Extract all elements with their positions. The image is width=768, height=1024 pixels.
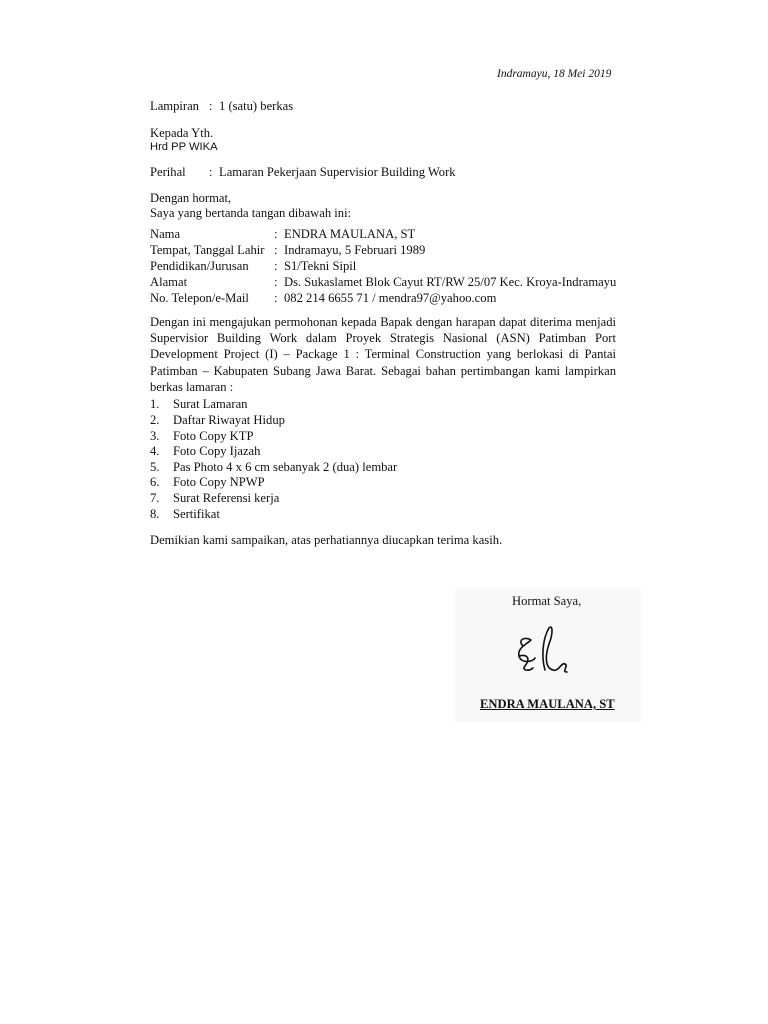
list-item: Daftar Riwayat Hidup [173, 413, 285, 427]
list-item: Foto Copy Ijazah [173, 444, 261, 458]
subject-separator: : [209, 165, 213, 179]
identity-label: Pendidikan/Jurusan [150, 259, 249, 273]
identity-separator: : [274, 291, 278, 305]
list-item-number: 1. [150, 397, 160, 411]
list-item: Surat Lamaran [173, 397, 248, 411]
signer-name: ENDRA MAULANA, ST [480, 697, 615, 711]
intro-line: Saya yang bertanda tangan dibawah ini: [150, 206, 352, 220]
identity-label: Tempat, Tanggal Lahir [150, 243, 265, 257]
list-item: Foto Copy KTP [173, 429, 254, 443]
subject-value: Lamaran Pekerjaan Supervisior Building Work [219, 165, 456, 179]
list-item-number: 7. [150, 491, 160, 505]
identity-separator: : [274, 243, 278, 257]
identity-value: ENDRA MAULANA, ST [284, 227, 416, 241]
identity-value: S1/Tekni Sipil [284, 259, 357, 273]
closing-phrase: Hormat Saya, [512, 594, 582, 608]
body-paragraph: Dengan ini mengajukan permohonan kepada Bapak dengan harapan dapat diterima menjadi Supervisior Building Work dalam Proyek Strategis Nasional (ASN) Patimban Port Development Project (I) – Package 1 : Terminal Construction yang berlokasi di Pantai Patimban – Kabupaten Subang Jawa Barat. Sebagai bahan pertimbangan kami lampirkan berkas lamaran : [150, 315, 616, 394]
identity-separator: : [274, 259, 278, 273]
list-item-number: 3. [150, 429, 160, 443]
list-item: Sertifikat [173, 507, 220, 521]
list-item-number: 2. [150, 413, 160, 427]
recipient-greeting: Kepada Yth. [150, 126, 214, 140]
identity-label: No. Telepon/e-Mail [150, 291, 249, 305]
identity-label: Alamat [150, 275, 188, 289]
date-line: Indramayu, 18 Mei 2019 [497, 68, 612, 80]
identity-value: 082 214 6655 71 / mendra97@yahoo.com [284, 291, 497, 305]
identity-value: Indramayu, 5 Februari 1989 [284, 243, 426, 257]
subject-label: Perihal [150, 165, 186, 179]
handwritten-signature [505, 618, 577, 682]
closing-line: Demikian kami sampaikan, atas perhatiannya diucapkan terima kasih. [150, 533, 503, 547]
list-item-number: 5. [150, 460, 160, 474]
list-item: Pas Photo 4 x 6 cm sebanyak 2 (dua) lembar [173, 460, 398, 474]
list-item: Surat Referensi kerja [173, 491, 280, 505]
identity-value: Ds. Sukaslamet Blok Cayut RT/RW 25/07 Kec. Kroya-Indramayu [284, 275, 617, 289]
identity-separator: : [274, 227, 278, 241]
attachment-separator: : [209, 99, 213, 113]
identity-separator: : [274, 275, 278, 289]
attachment-value: 1 (satu) berkas [219, 99, 294, 113]
list-item-number: 8. [150, 507, 160, 521]
list-item-number: 4. [150, 444, 160, 458]
salutation: Dengan hormat, [150, 191, 232, 205]
recipient-name: Hrd PP WIKA [150, 141, 218, 153]
identity-label: Nama [150, 227, 181, 241]
list-item-number: 6. [150, 475, 160, 489]
attachment-label: Lampiran [150, 99, 199, 113]
list-item: Foto Copy NPWP [173, 475, 265, 489]
